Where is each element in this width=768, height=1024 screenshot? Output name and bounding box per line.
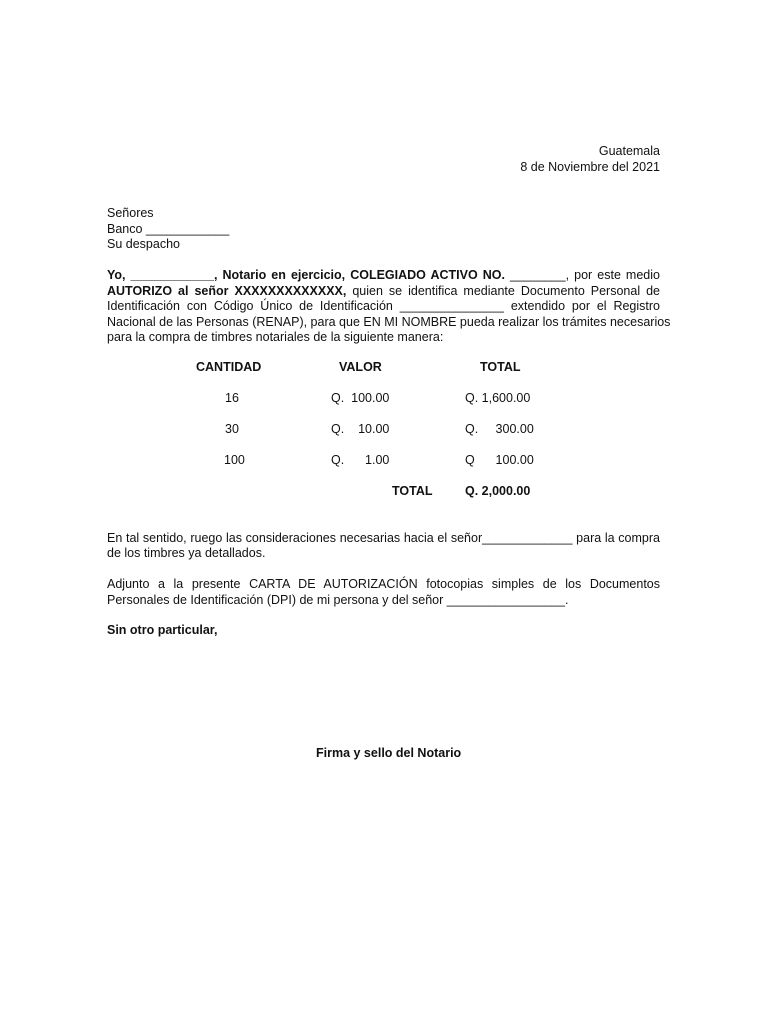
row3-valor: Q. 1.00 [331, 453, 390, 467]
row2-valor: Q. 10.00 [331, 422, 390, 436]
header-cantidad: CANTIDAD [196, 360, 262, 374]
signature-label: Firma y sello del Notario [316, 746, 462, 760]
row2-total: Q. 300.00 [465, 422, 534, 436]
colegiado-label: COLEGIADO ACTIVO NO. [350, 268, 505, 282]
recipient-office: Su despacho [107, 237, 180, 251]
header-total: TOTAL [480, 360, 521, 374]
paragraph1-line4: Nacional de las Personas (RENAP), para que EN MI NOMBRE pueda realizar los trámites necesarios [107, 315, 671, 329]
date: 8 de Noviembre del 2021 [520, 160, 660, 174]
paragraph1-line1-end: ________, por este medio [510, 268, 660, 282]
row1-total: Q. 1,600.00 [465, 391, 531, 405]
paragraph2-line2: de los timbres ya detallados. [107, 546, 266, 560]
row1-valor: Q. 100.00 [331, 391, 390, 405]
row2-cantidad: 30 [225, 422, 239, 436]
recipient-bank: Banco ____________ [107, 222, 230, 236]
paragraph3-line2: Personales de Identificación (DPI) de mi persona y del señor _________________. [107, 593, 569, 607]
recipient-salutation: Señores [107, 206, 154, 220]
closing-text: Sin otro particular, [107, 623, 218, 637]
row3-cantidad: 100 [224, 453, 245, 467]
paragraph1-line2 [107, 283, 660, 299]
autorizo-text: AUTORIZO al señor XXXXXXXXXXXXX, [107, 284, 347, 298]
total-label: TOTAL [392, 484, 433, 498]
paragraph1-line1-start: Yo, ____________, Notario en ejercicio, [107, 268, 346, 282]
paragraph1-line3: Identificación con Código Único de Identificación _______________ extendido por el Registro [107, 299, 660, 313]
row3-total: Q 100.00 [465, 453, 534, 467]
paragraph1-line1 [107, 267, 660, 283]
paragraph2-line1: En tal sentido, ruego las consideraciones necesarias hacia el señor_____________ para la compra [107, 531, 660, 545]
paragraph1-line5: para la compra de timbres notariales de la siguiente manera: [107, 330, 444, 344]
row1-cantidad: 16 [225, 391, 239, 405]
city: Guatemala [598, 144, 660, 158]
header-valor: VALOR [339, 360, 382, 374]
total-value: Q. 2,000.00 [465, 484, 531, 498]
paragraph3-line1: Adjunto a la presente CARTA DE AUTORIZACIÓN fotocopias simples de los Documentos [107, 577, 660, 591]
paragraph1-line2-end: quien se identifica mediante Documento Personal de [352, 284, 660, 298]
